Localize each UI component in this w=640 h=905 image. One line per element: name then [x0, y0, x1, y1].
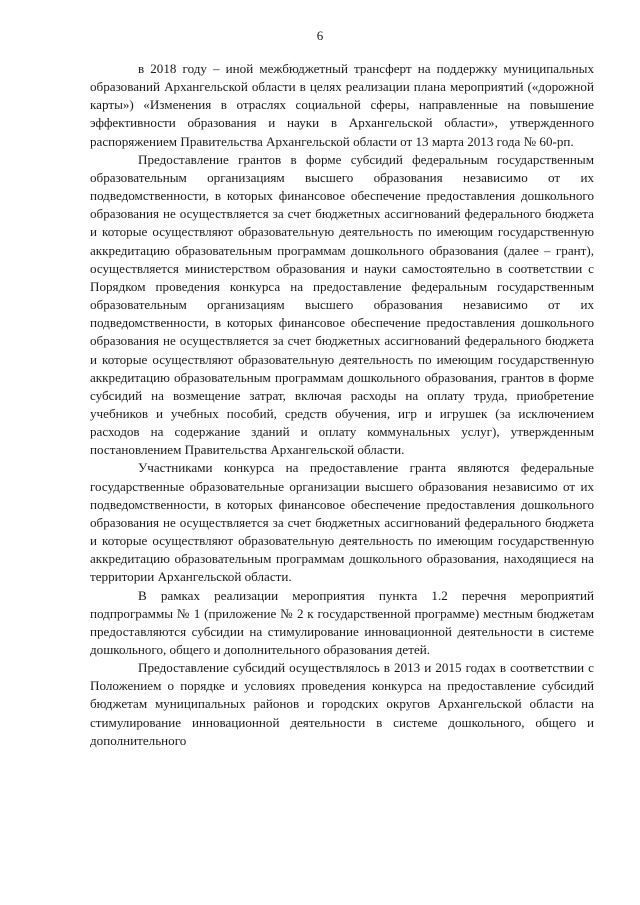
paragraph-measure-1-2: В рамках реализации мероприятия пункта 1.2 перечня мероприятий подпрограммы № 1 (приложение № 2 к государственной программе) местным бюджетам предоставляются субсидии на стимулирование инновационной деятельности в системе дошкольного, общего и дополнительного образования детей.	[90, 587, 594, 657]
paragraph-subsidies-2013-2015: Предоставление субсидий осуществлялось в 2013 и 2015 годах в соответствии с Положением о порядке и условиях проведения конкурса на предоставление субсидий бюджетам муниципальных районов и городских округов Архангельской области на стимулирование инновационной деятельности в системе дошкольного, общего и дополнительного	[90, 660, 594, 748]
paragraph-dorozhnaya-karta: в 2018 году – иной межбюджетный трансферт на поддержку муниципальных образований Архангельской области в целях реализации плана мероприятий («дорожной карты») «Изменения в отраслях социальной сферы, направленные на повышение эффективности образования и науки в Архангельской области», утвержденного распоряжением Правительства Архангельской области от 13 марта 2013 года № 60-рп.	[90, 61, 594, 149]
document-body	[90, 60, 594, 750]
paragraph-grants: Предоставление грантов в форме субсидий федеральным государственным образовательным организациям высшего образования независимо от их подведомственности, в которых финансовое обеспечение предоставления дошкольного образования не осуществляется за счет бюджетных ассигнований федерального бюджета и которые осуществляют образовательную деятельность по имеющим государственную аккредитацию образовательным программам дошкольного образования (далее – грант), осуществляется министерством образования и науки самостоятельно в соответствии с Порядком проведения конкурса на предоставление федеральным государственным образовательным организациям высшего образования независимо от их подведомственности, в которых финансовое обеспечение предоставления дошкольного образования не осуществляется за счет бюджетных ассигнований федерального бюджета и которые осуществляют образовательную деятельность по имеющим государственную аккредитацию образовательным программам дошкольного образования, грантов в форме субсидий на возмещение затрат, включая расходы на оплату труда, приобретение учебников и учебных пособий, средств обучения, игр и игрушек (за исключением расходов на содержание зданий и оплату коммунальных услуг), утвержденным постановлением Правительства Архангельской области.	[90, 151, 594, 458]
page-number: 6	[316, 28, 324, 43]
paragraph-contest-participants: Участниками конкурса на предоставление гранта являются федеральные государственные образовательные организации высшего образования независимо от их подведомственности, в которых финансовое обеспечение предоставления дошкольного образования не осуществляется за счет бюджетных ассигнований федерального бюджета и которые осуществляют образовательную деятельность по имеющим государственную аккредитацию образовательным программам дошкольного образования, находящиеся на территории Архангельской области.	[90, 460, 594, 585]
